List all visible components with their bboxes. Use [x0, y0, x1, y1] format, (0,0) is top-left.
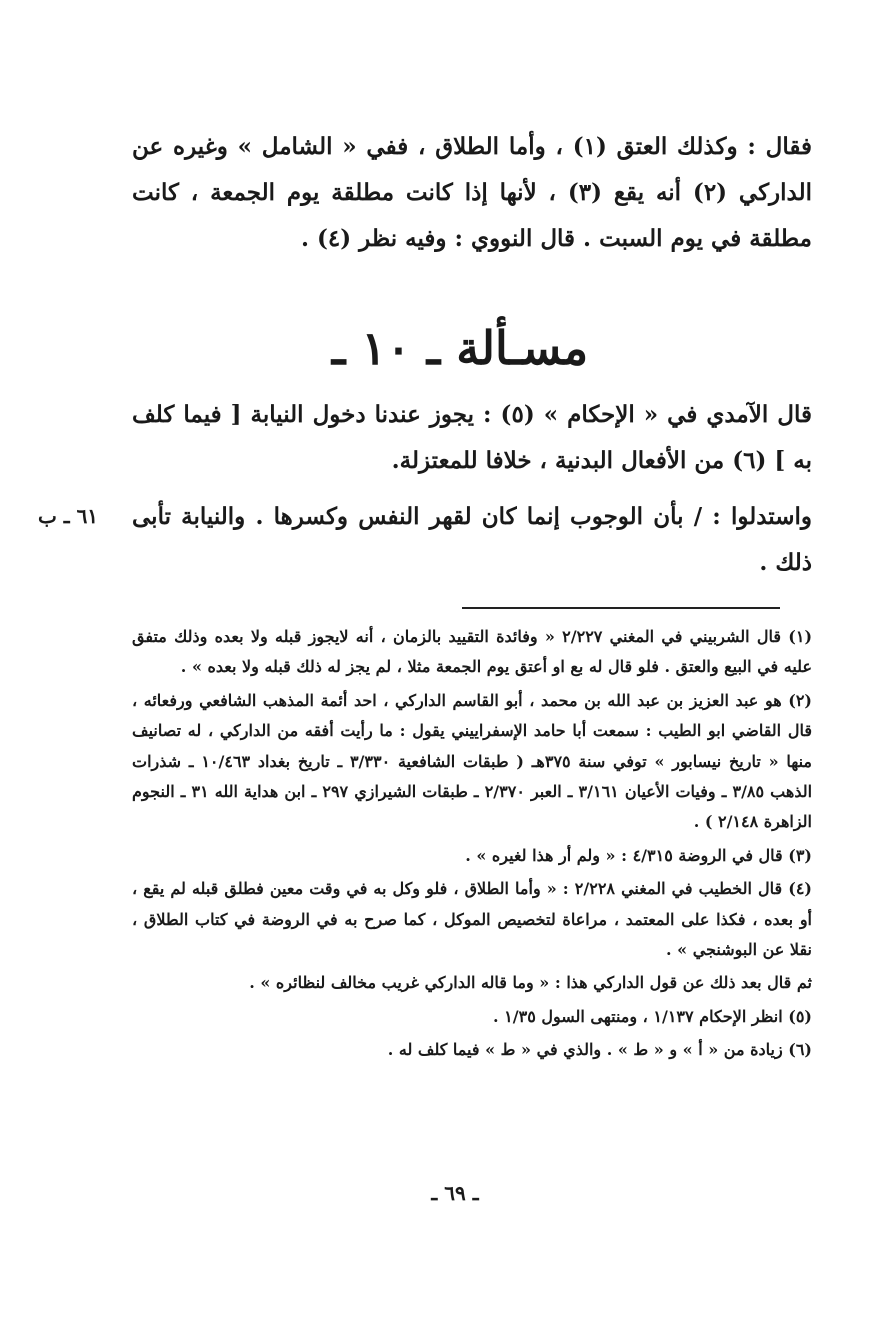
footnote-3: (٣) قال في الروضة ٤/٣١٥ : « ولم أر هذا لغيره » . [465, 845, 812, 865]
footnote-1: (١) قال الشربيني في المغني ٢/٢٢٧ « وفائدة التقييد بالزمان ، أنه لايجوز قبله ولا بعده وذلك متفق عليه في البيع والعتق . فلو قال له بع او أعتق يوم الجمعة مثلا ، لم يجز له ذلك قبله ولا بعده » . [132, 627, 813, 677]
section-heading: مسـألة ـ ١٠ ـ [331, 321, 589, 375]
page-number: ـ ٦٩ ـ [431, 1181, 479, 1205]
margin-folio-note: ٦١ ـ ب [37, 504, 99, 528]
body-paragraph-amidi: قال الآمدي في « الإحكام » (٥) : يجوز عندنا دخول النيابة [ فيما كلف به ] (٦) من الأفعال البدنية ، خلافا للمعتزلة. [132, 401, 812, 474]
footnote-4-continuation: ثم قال بعد ذلك عن قول الداركي هذا : « وما قاله الداركي غريب مخالف لنظائره » . [249, 973, 812, 993]
footnote-4: (٤) قال الخطيب في المغني ٢/٢٢٨ : « وأما الطلاق ، فلو وكل به في وقت معين فطلق قبله لم يقع ، أو بعده ، فكذا على المعتمد ، مراعاة لتخصيص الموكل ، كما صرح به في الروضة في كتاب الطلاق ، نقلا عن البوشنجي » . [132, 879, 812, 960]
body-paragraph-intro: فقال : وكذلك العتق (١) ، وأما الطلاق ، ففي « الشامل » وغيره عن الداركي (٢) أنه يقع (٣) ، لأنها إذا كانت مطلقة يوم الجمعة ، كانت مطلقة في يوم السبت . قال النووي : وفيه نظر (٤) . [132, 133, 812, 252]
footnote-5: (٥) انظر الإحكام ١/١٣٧ ، ومنتهى السول ١/٣٥ . [493, 1006, 812, 1026]
footnote-separator [462, 607, 780, 609]
footnote-2: (٢) هو عبد العزيز بن عبد الله بن محمد ، أبو القاسم الداركي ، احد أئمة المذهب الشافعي ورفعائه ، قال القاضي ابو الطيب : سمعت أبا حامد الإسفراييني يقول : ما رأيت أفقه من الداركي ، له تصانيف منها « تاريخ نيسابور » توفي سنة ٣٧٥هـ ( طبقات الشافعية ٣/٣٣٠ ـ تاريخ بغداد ١٠/٤٦٣ ـ شذرات الذهب ٣/٨٥ ـ وفيات الأعيان ٣/١٦١ ـ العبر ٢/٣٧٠ ـ طبقات الشيرازي ٢٩٧ ـ ابن هداية الله ٣١ ـ النجوم الزاهرة ٢/١٤٨ ) . [132, 690, 813, 832]
footnotes-section [132, 622, 812, 1069]
body-paragraph-argument: واستدلوا : / بأن الوجوب إنما كان لقهر النفس وكسرها . والنيابة تأبى ذلك . [132, 503, 812, 576]
footnote-6: (٦) زيادة من « أ » و « ط » . والذي في « ط » فيما كلف له . [387, 1040, 812, 1060]
